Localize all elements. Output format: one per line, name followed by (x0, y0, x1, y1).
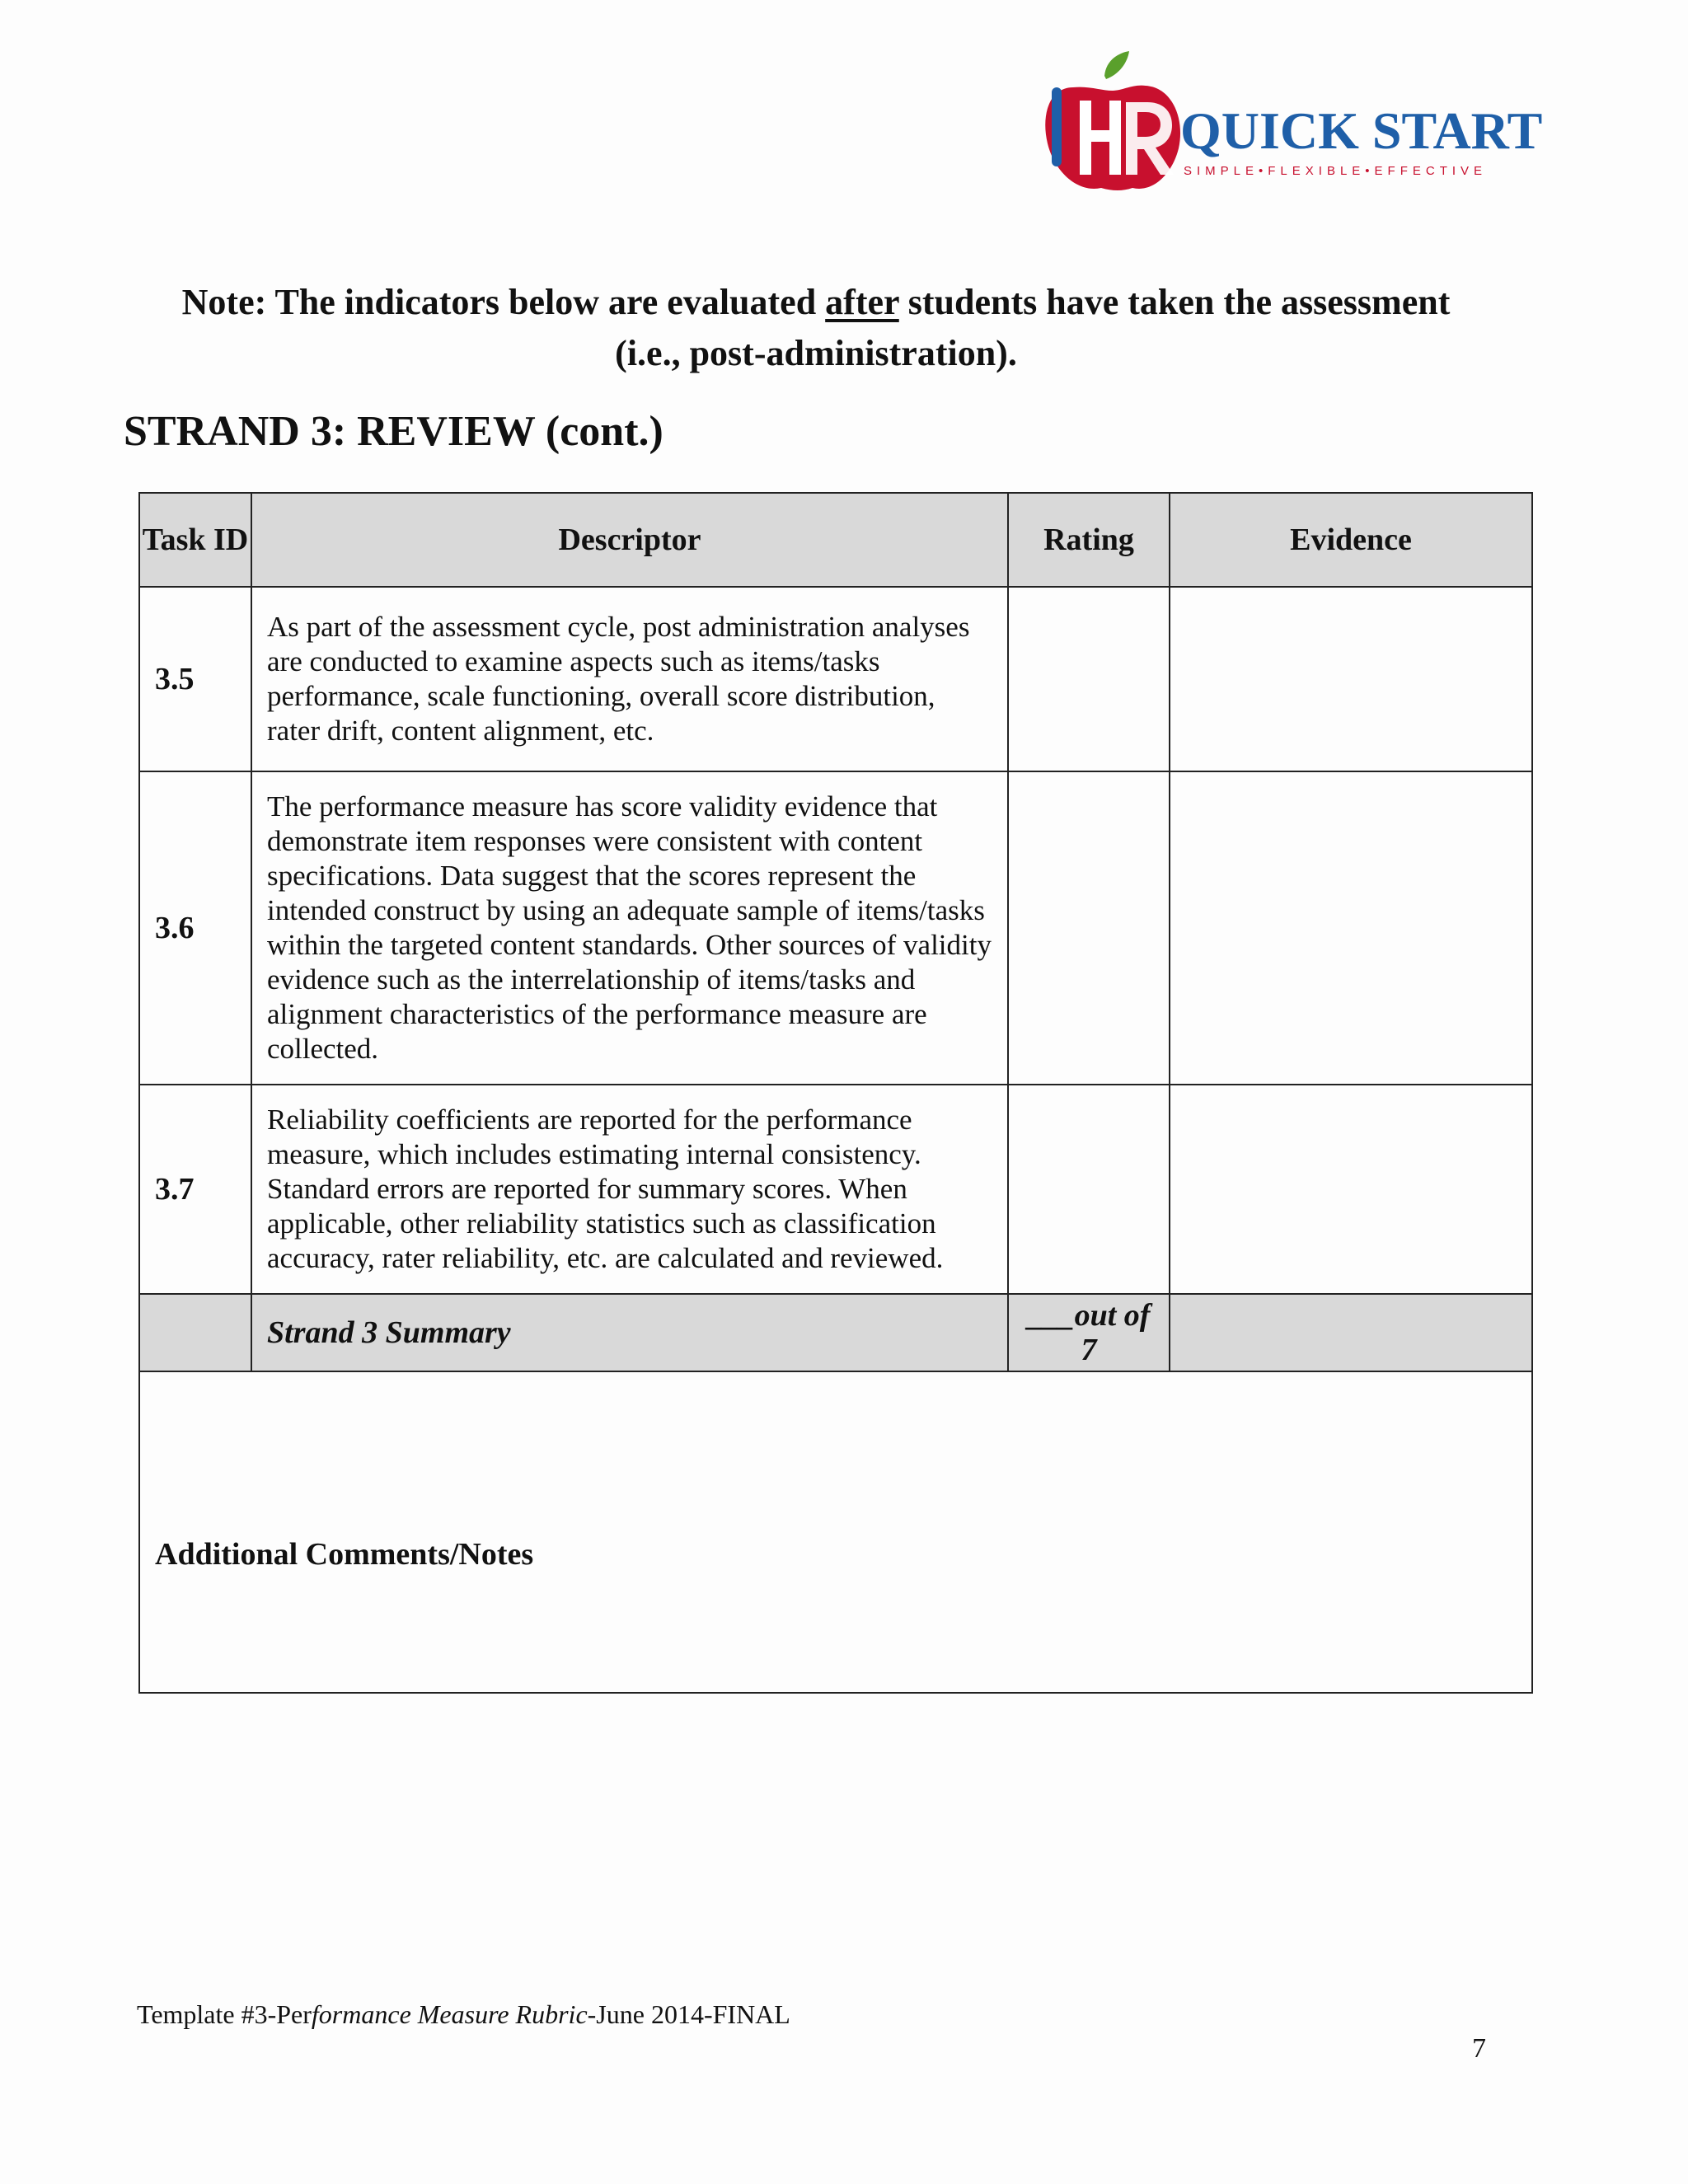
logo-text: QUICK START (1180, 101, 1543, 160)
rating-cell[interactable] (1008, 587, 1170, 771)
summary-row (139, 1294, 1532, 1371)
quick-start-logo (1040, 51, 1543, 201)
summary-empty-cell (139, 1294, 251, 1371)
note-line-2: (i.e., post-administration). (615, 333, 1017, 373)
header-rating: Rating (1008, 493, 1170, 587)
post-administration-note (124, 277, 1508, 379)
header-task-id: Task ID (139, 493, 251, 587)
rating-cell[interactable] (1008, 771, 1170, 1085)
table-header-row (139, 493, 1532, 587)
summary-score-line-1: ___out of (1027, 1298, 1151, 1333)
header-evidence: Evidence (1170, 493, 1532, 587)
strand-title: STRAND 3: REVIEW (cont.) (124, 408, 663, 455)
evidence-cell[interactable] (1170, 587, 1532, 771)
logo-tagline: SIMPLE•FLEXIBLE•EFFECTIVE (1184, 164, 1488, 178)
page-number: 7 (1472, 2033, 1486, 2064)
evidence-cell[interactable] (1170, 771, 1532, 1085)
footer: Template #3-Performance Measure Rubric-June 2014-FINAL (137, 1999, 790, 2029)
rating-cell[interactable] (1008, 1085, 1170, 1294)
note-line-1: Note: The indicators below are evaluated after students have taken the assessment (181, 282, 1451, 322)
summary-score-line-2: 7 (1081, 1333, 1097, 1367)
comments-area[interactable] (139, 1371, 1532, 1693)
table-row (139, 1085, 1532, 1294)
note-emphasis: after (825, 282, 899, 322)
task-id-cell: 3.7 (139, 1085, 251, 1294)
descriptor-cell: The performance measure has score validity evidence that demonstrate item responses were consistent with content specifications. Data suggest that the scores represent the intended construct by using an adequate sample of items/tasks within the targeted content standards. Other sources of validity evidence such as the interrelationship of items/tasks and alignment characteristics of the performance measure are collected. (251, 771, 1008, 1085)
header-descriptor: Descriptor (251, 493, 1008, 587)
summary-label: Strand 3 Summary (251, 1294, 1008, 1371)
descriptor-cell: Reliability coefficients are reported for the performance measure, which includes estimating internal consistency. Standard errors are reported for summary scores. When applicable, other reliability statistics such as classification accuracy, rater reliability, etc. are calculated and reviewed. (251, 1085, 1008, 1294)
table-row (139, 587, 1532, 771)
comments-label: Additional Comments/Notes (155, 1537, 534, 1572)
task-id-cell: 3.5 (139, 587, 251, 771)
review-rubric-table (138, 492, 1533, 1694)
summary-score[interactable] (1008, 1294, 1170, 1371)
evidence-cell[interactable] (1170, 1085, 1532, 1294)
table-row (139, 771, 1532, 1085)
summary-evidence-cell[interactable] (1170, 1294, 1532, 1371)
comments-row (139, 1371, 1532, 1693)
descriptor-cell: As part of the assessment cycle, post administration analyses are conducted to examine aspects such as items/tasks performance, scale functioning, overall score distribution, rater drift, content alignment, etc. (251, 587, 1008, 771)
task-id-cell: 3.6 (139, 771, 251, 1085)
